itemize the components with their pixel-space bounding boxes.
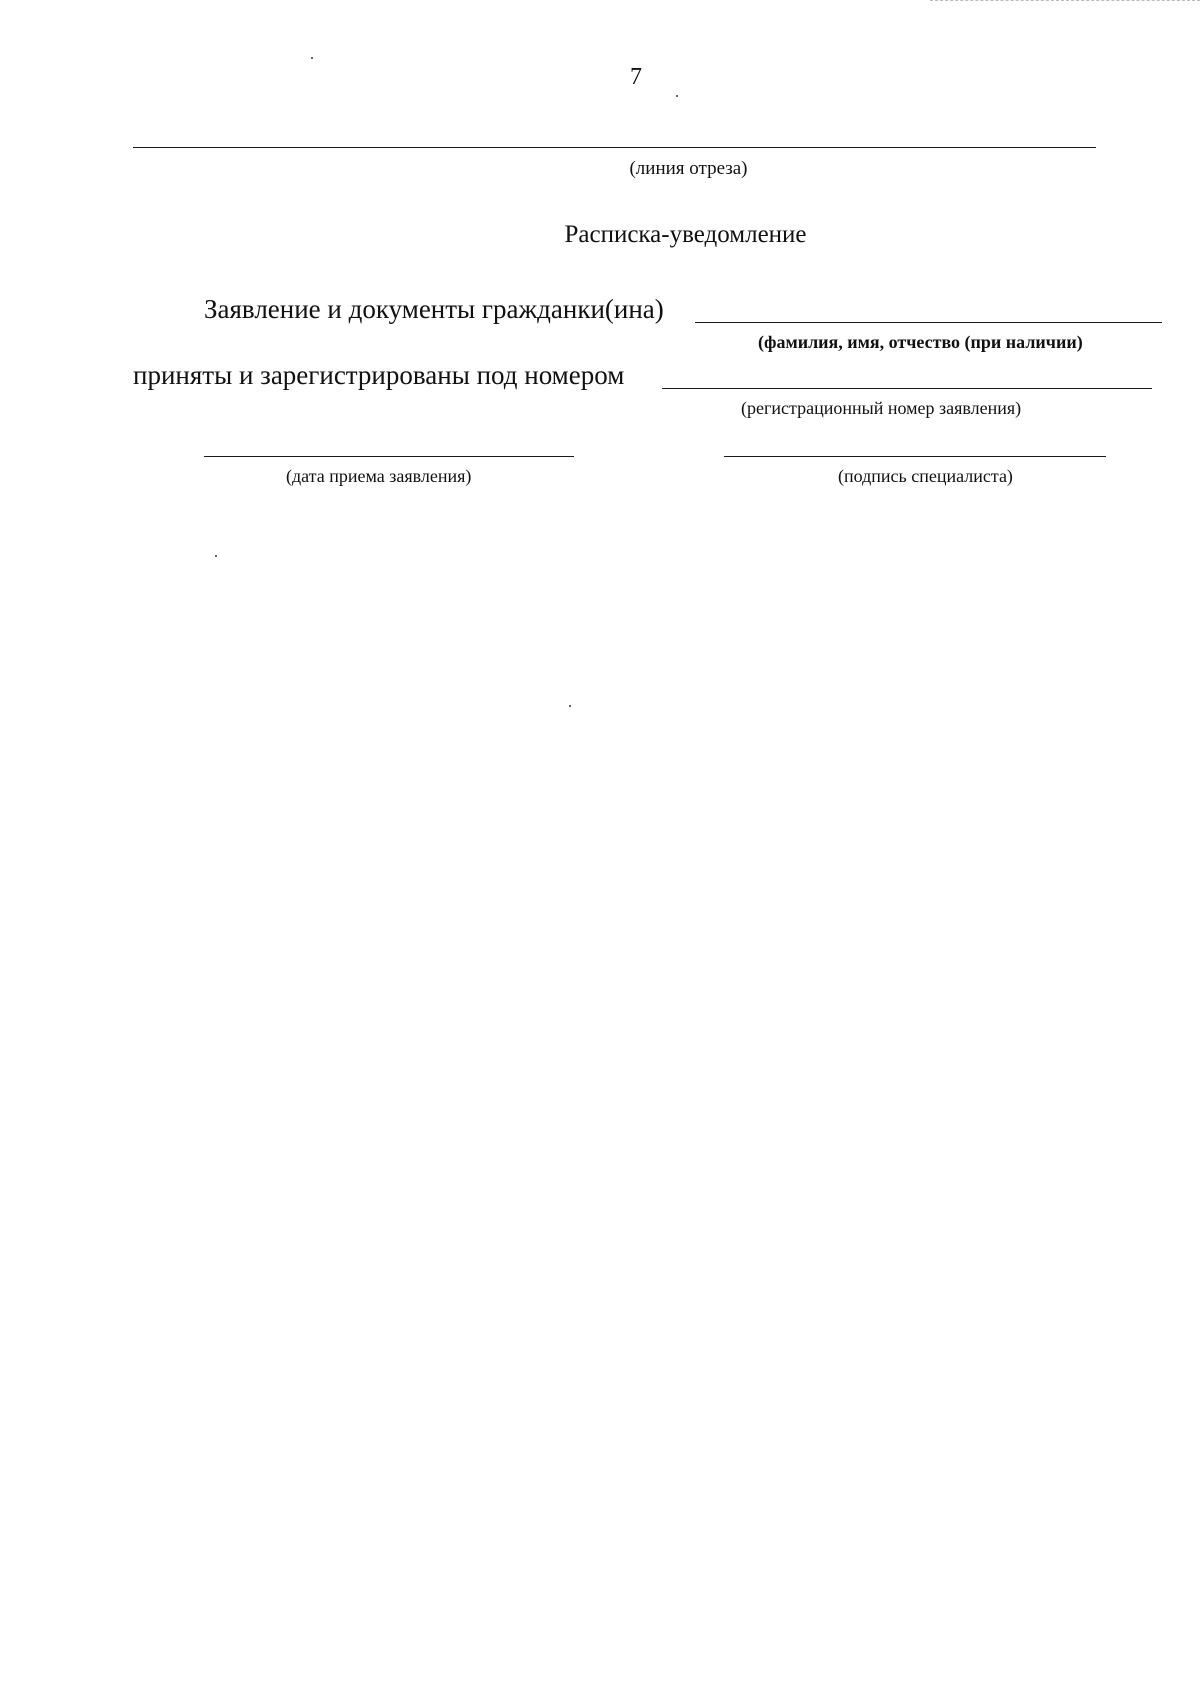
scan-speck bbox=[311, 57, 313, 59]
document-title: Расписка-уведомление bbox=[564, 221, 807, 248]
registration-number-caption: (регистрационный номер заявления) bbox=[741, 398, 1022, 418]
date-line bbox=[204, 456, 574, 457]
date-caption: (дата приема заявления) bbox=[286, 466, 472, 486]
registration-statement: приняты и зарегистрированы под номером bbox=[133, 360, 625, 390]
scan-edge-marks bbox=[930, 0, 1200, 4]
page-number: 7 bbox=[630, 64, 642, 90]
scan-speck bbox=[215, 555, 217, 557]
applicant-name-caption: (фамилия, имя, отчество (при наличии) bbox=[758, 332, 1083, 352]
signature-caption: (подпись специалиста) bbox=[838, 466, 1013, 486]
registration-number-line bbox=[662, 388, 1152, 389]
applicant-statement: Заявление и документы гражданки(ина) bbox=[204, 294, 664, 324]
cut-line bbox=[133, 147, 1096, 148]
scan-speck bbox=[569, 705, 571, 707]
signature-line bbox=[724, 456, 1106, 457]
cut-line-caption: (линия отреза) bbox=[629, 158, 748, 179]
scan-speck bbox=[676, 95, 678, 97]
applicant-name-line bbox=[695, 322, 1162, 323]
